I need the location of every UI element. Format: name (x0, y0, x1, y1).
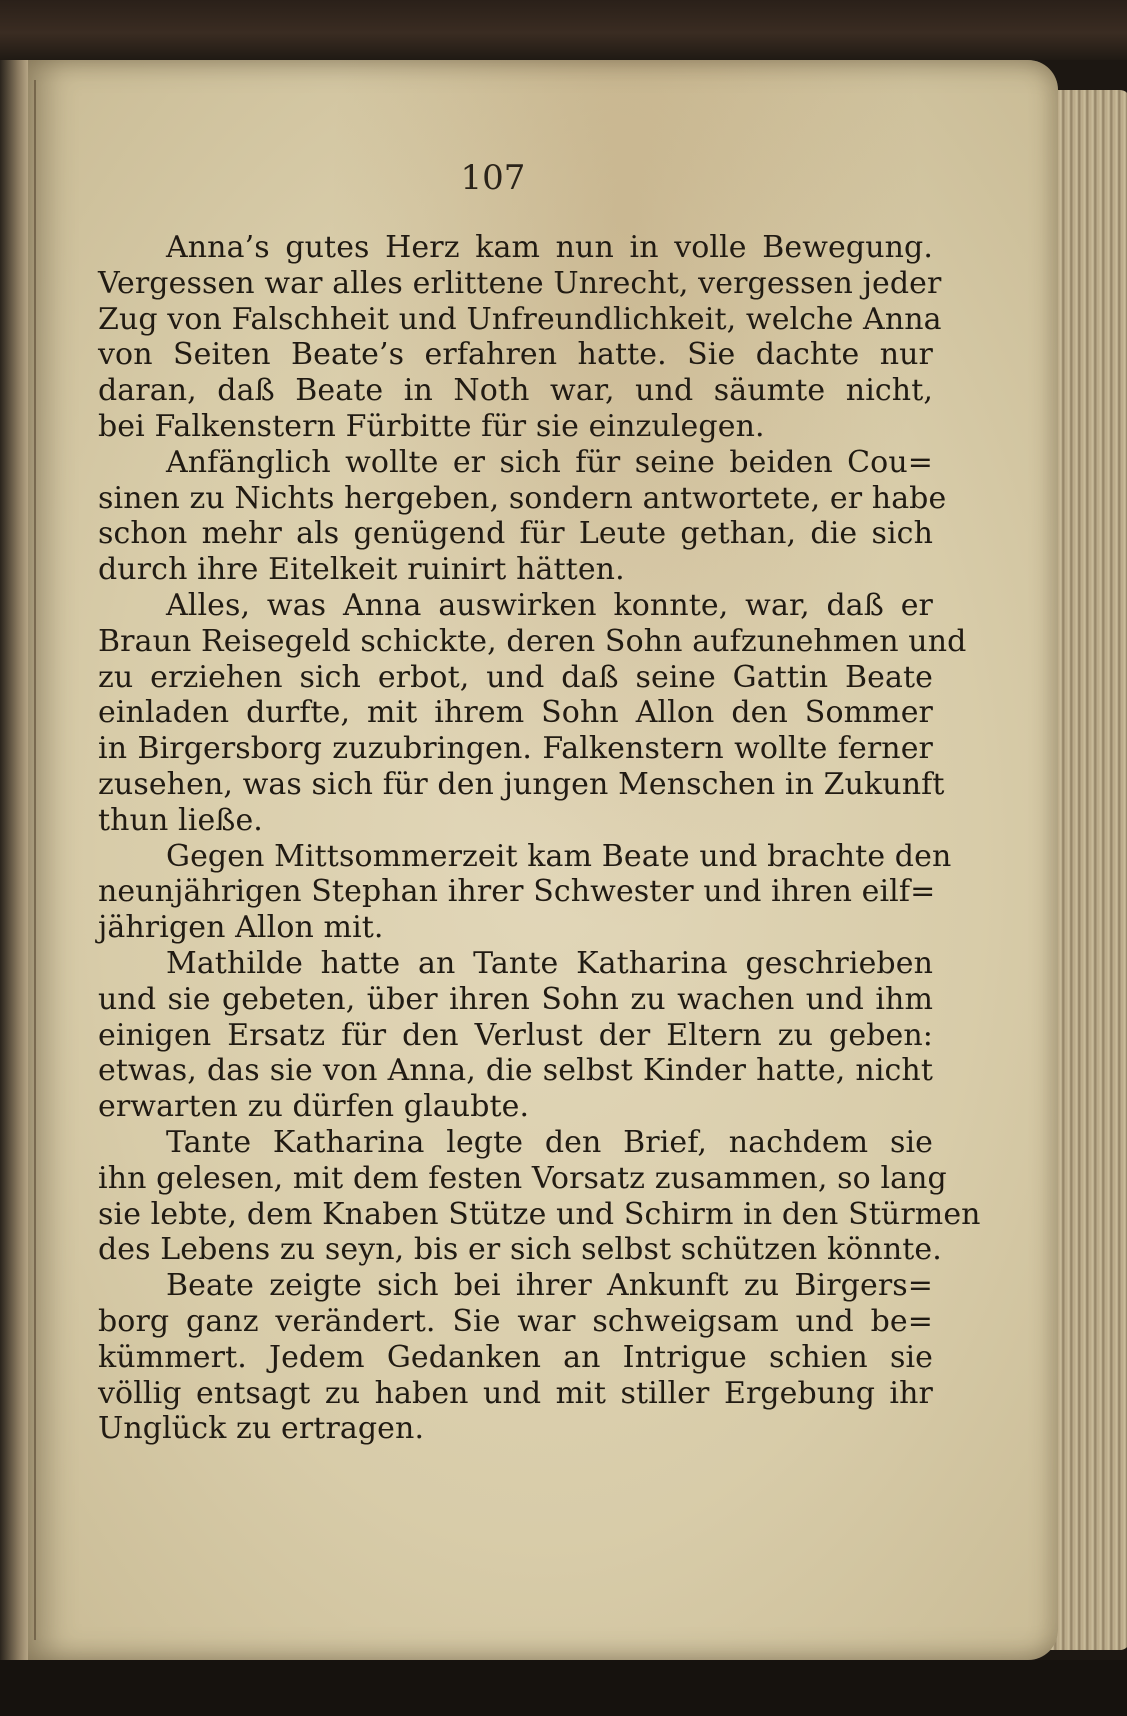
text-line: neunjährigen Stephan ihrer Schwester und ihren eilf= (98, 874, 936, 910)
text-line: erwarten zu dürfen glaubte. (98, 1089, 530, 1125)
text-line: in Birgersborg zuzubringen. Falkenstern wollte ferner (98, 731, 933, 767)
text-line: Beate zeigte sich bei ihrer Ankunft zu Birgers= (166, 1268, 933, 1304)
text-line: Anfänglich wollte er sich für seine beiden Cou= (166, 444, 933, 480)
body-text (98, 230, 981, 1447)
text-line: durch ihre Eitelkeit ruinirt hätten. (98, 552, 625, 588)
text-line: zu erziehen sich erbot, und daß seine Gattin Beate (98, 659, 933, 695)
text-line: ihn gelesen, mit dem festen Vorsatz zusammen, so lang (98, 1160, 947, 1196)
text-line: einigen Ersatz für den Verlust der Eltern zu geben: (98, 1017, 933, 1053)
book-cover-top (0, 0, 1127, 60)
text-line: Unglück zu ertragen. (98, 1411, 425, 1447)
scan-background-bottom (0, 1660, 1127, 1716)
text-line: Zug von Falschheit und Unfreundlichkeit, welche Anna (98, 301, 942, 337)
text-line: bei Falkenstern Fürbitte für sie einzulegen. (98, 408, 765, 444)
text-line: Vergessen war alles erlittene Unrecht, vergessen jeder (98, 265, 942, 301)
text-line: kümmert. Jedem Gedanken an Intrigue schien sie (98, 1339, 933, 1375)
text-line: und sie gebeten, über ihren Sohn zu wachen und ihm (98, 981, 933, 1017)
text-line: etwas, das sie von Anna, die selbst Kinder hatte, nicht (98, 1053, 933, 1089)
text-line: Tante Katharina legte den Brief, nachdem sie (166, 1124, 933, 1160)
text-line: jährigen Allon mit. (98, 910, 384, 946)
text-line: schon mehr als genügend für Leute gethan, die sich (98, 516, 933, 552)
text-line: Gegen Mittsommerzeit kam Beate und brachte den (166, 838, 952, 874)
text-line: thun ließe. (98, 802, 263, 838)
text-line: des Lebens zu seyn, bis er sich selbst schützen könnte. (98, 1232, 942, 1268)
text-line: zusehen, was sich für den jungen Menschen in Zukunft (98, 766, 945, 802)
book-page (28, 60, 1058, 1660)
text-line: völlig entsagt zu haben und mit stiller Ergebung ihr (98, 1375, 933, 1411)
text-line: Anna’s gutes Herz kam nun in volle Bewegung. (166, 230, 933, 265)
page-stack-edge (1050, 90, 1127, 1650)
text-line: daran, daß Beate in Noth war, und säumte nicht, (98, 373, 933, 409)
text-line: Braun Reisegeld schickte, deren Sohn aufzunehmen und (98, 623, 967, 659)
facing-page-edge (0, 60, 30, 1660)
text-line: sie lebte, dem Knaben Stütze und Schirm in den Stürmen (98, 1196, 981, 1232)
text-line: borg ganz verändert. Sie war schweigsam und be= (98, 1303, 933, 1339)
text-line: von Seiten Beate’s erfahren hatte. Sie dachte nur (98, 337, 933, 373)
text-line: einladen durfte, mit ihrem Sohn Allon den Sommer (98, 695, 933, 731)
text-line: sinen zu Nichts hergeben, sondern antwortete, er habe (98, 480, 947, 516)
text-line: Alles, was Anna auswirken konnte, war, daß er (166, 587, 933, 623)
gutter-line (34, 80, 36, 1640)
text-line: Mathilde hatte an Tante Katharina geschrieben (166, 945, 933, 981)
page-number: 107 (460, 158, 526, 198)
